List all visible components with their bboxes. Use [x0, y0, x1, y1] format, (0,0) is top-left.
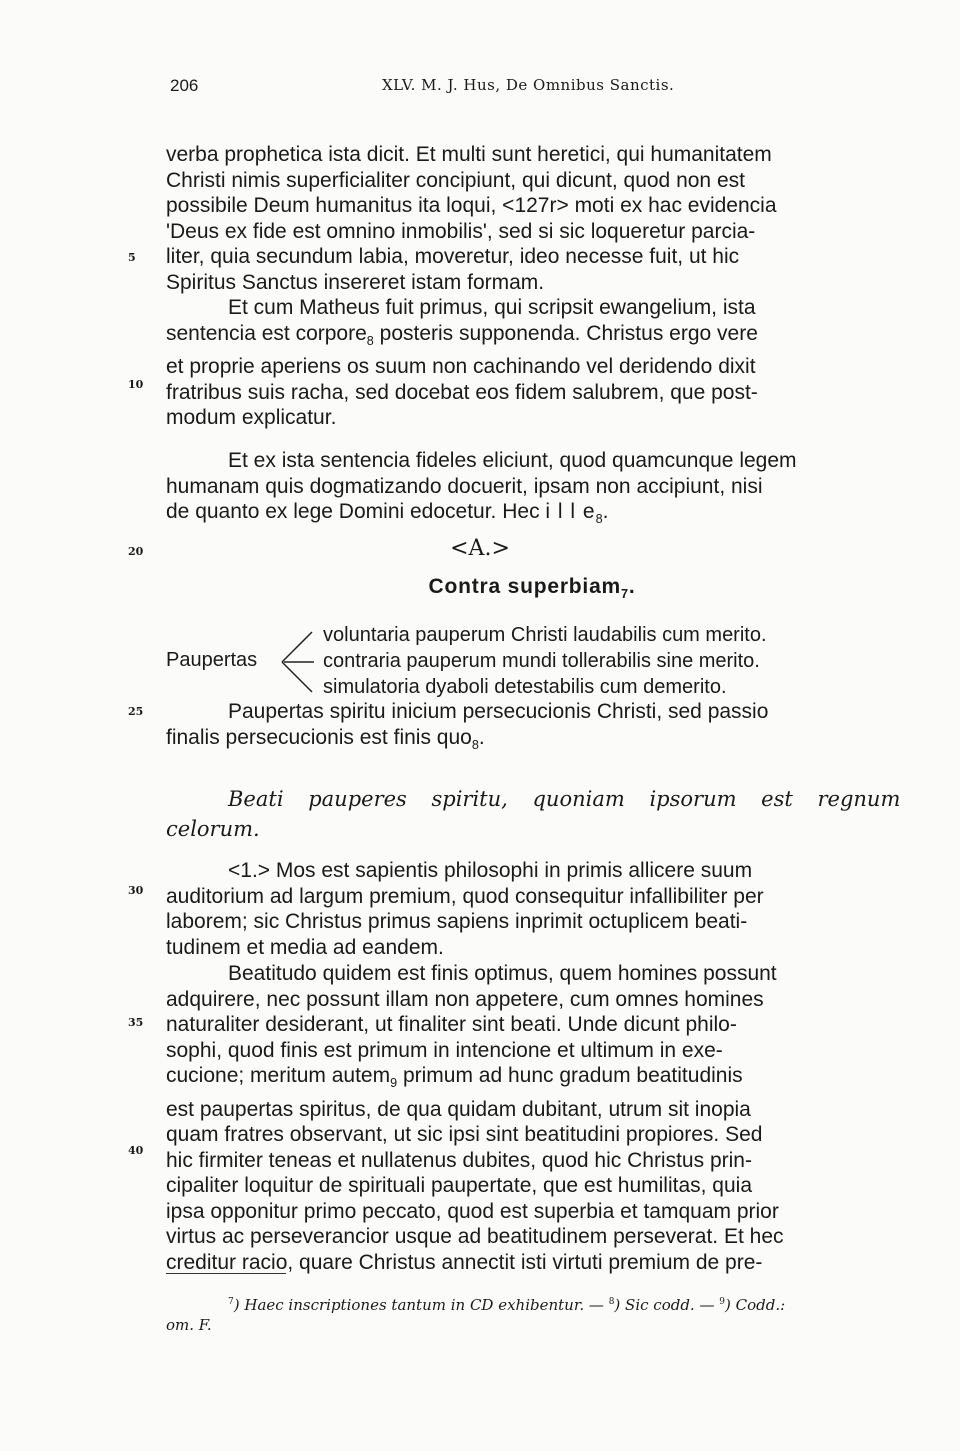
text-line: possibile Deum humanitus ita loqui, <127r> moti ex hac evidencia — [166, 194, 777, 217]
footnote-divider — [166, 1273, 286, 1274]
footnote-line: $^7$) Haec inscriptiones tantum in CD exhibentur. — $^8$) Sic codd. — $^9$) Codd.: — [228, 1296, 786, 1314]
text-line: naturaliter desiderant, ut finaliter sint beati. Unde dicunt philo- — [166, 1013, 737, 1036]
footnote-ref: 7 — [621, 587, 629, 602]
text-line: Beatitudo quidem est finis optimus, quem homines possunt — [228, 962, 777, 985]
paupertas-option: voluntaria pauperum Christi laudabilis cum merito. — [323, 624, 767, 646]
line-number-20: 20 — [128, 545, 144, 558]
text-line: virtus ac perseverancior usque ad beatitudinem perseverat. Et hec — [166, 1225, 784, 1249]
text-line: sophi, quod finis est primum in intencione et ultimum in exe- — [166, 1038, 723, 1062]
footnote-ref: 9 — [390, 1076, 398, 1091]
text-line: adquirere, nec possunt illam non appetere, cum omnes homines — [166, 987, 764, 1011]
footnote-line: om. F. — [166, 1316, 212, 1334]
text-line: sentencia est corpore$_8$ posteris supponenda. Christus ergo vere — [166, 321, 758, 348]
text-line: est paupertas spiritus, de qua quidam dubitant, utrum sit inopia — [166, 1097, 751, 1121]
paragraph-2 — [166, 295, 898, 431]
text-line: 'Deus ex fide est omnino inmobilis', sed si sic loqueretur parcia- — [166, 219, 756, 243]
text-line: quam fratres observant, ut sic ipsi sint beatitudini propiores. Sed — [166, 1123, 763, 1147]
text-line: <1.> Mos est sapientis philosophi in primis allicere suum — [228, 859, 753, 882]
text-line: auditorium ad largum premium, quod consequitur infallibiliter per — [166, 884, 764, 908]
page-header — [170, 76, 890, 104]
paragraph-1 — [166, 142, 898, 295]
line-number-5: 5 — [128, 251, 136, 264]
paupertas-division — [166, 622, 898, 700]
text-line: et proprie aperiens os suum non cachinando vel deridendo dixit — [166, 355, 756, 379]
text-line: liter, quia secundum labia, moveretur, ideo necesse fuit, ut hic — [166, 245, 740, 268]
text-line: modum explicatur. — [166, 406, 337, 430]
paupertas-option: simulatoria dyaboli detestabilis cum demerito. — [323, 676, 727, 698]
brace-lines-icon — [270, 626, 318, 698]
paragraph-5 — [166, 858, 898, 960]
text-line: Et cum Matheus fuit primus, qui scripsit ewangelium, ista — [228, 296, 756, 319]
footnote-ref: 8 — [366, 333, 374, 348]
line-number-40: 40 — [128, 1144, 144, 1157]
text-line: laborem; sic Christus primus sapiens inprimit octuplicem beati- — [166, 910, 748, 933]
line-number-25: 25 — [128, 705, 144, 718]
text-line: cucione; meritum autem$_9$ primum ad hunc gradum beatitudinis — [166, 1064, 743, 1091]
line-number-30: 30 — [128, 884, 144, 897]
text-line: Spiritus Sanctus insereret istam formam. — [166, 270, 545, 294]
text-line: humanam quis dogmatizando docuerit, ipsam non accipiunt, nisi — [166, 474, 763, 498]
text-line: finalis persecucionis est finis quo$_8$. — [166, 725, 485, 752]
section-marker: <A.> — [450, 536, 510, 561]
paupertas-label: Paupertas — [166, 649, 258, 671]
verse-line: celorum. — [166, 817, 260, 841]
text-line: Et ex ista sentencia fideles eliciunt, quod quamcunque legem — [228, 449, 797, 472]
section-title: Contra superbiam$_7$. — [428, 575, 636, 602]
line-number-10: 10 — [128, 378, 144, 391]
text-line: Christi nimis superficialiter concipiunt, qui dicunt, quod non est — [166, 168, 745, 192]
text-line: hic firmiter teneas et nullatenus dubites, quod hic Christus prin- — [166, 1148, 752, 1172]
text-line: fratribus suis racha, sed docebat eos fidem salubrem, que post- — [166, 380, 758, 404]
text-line: tudinem et media ad eandem. — [166, 935, 444, 959]
text-line: ipsa opponitur primo peccato, quod est superbia et tamquam prior — [166, 1199, 779, 1223]
line-number-35: 35 — [128, 1016, 144, 1029]
footnote-ref: 8 — [595, 512, 603, 527]
text-line: creditur racio, quare Christus annectit isti virtuti premium de pre- — [166, 1250, 763, 1274]
footnotes — [166, 1292, 898, 1335]
paragraph-4 — [166, 699, 898, 758]
text-line: verba prophetica ista dicit. Et multi sunt heretici, qui humanitatem — [166, 143, 772, 166]
page-number: 206 — [170, 76, 199, 95]
text-line: cipaliter loquitur de spirituali paupertate, que est humilitas, quia — [166, 1174, 753, 1198]
running-title: XLV. M. J. Hus, De Omnibus Sanctis. — [382, 76, 675, 94]
paupertas-options — [323, 622, 767, 700]
paragraph-3 — [166, 448, 898, 533]
verse-line: Beati pauperes spiritu, quoniam ipsorum est regnum — [228, 787, 901, 811]
paragraph-6 — [166, 961, 898, 1275]
text-line: Paupertas spiritu inicium persecucionis Christi, sed passio — [228, 700, 769, 723]
text-line: de quanto ex lege Domini edocetur. Hec i l l $e_8$. — [166, 500, 609, 527]
paupertas-option: contraria pauperum mundi tollerabilis sine merito. — [323, 650, 760, 672]
footnote-ref: 8 — [471, 737, 479, 752]
scripture-verse — [166, 784, 901, 844]
